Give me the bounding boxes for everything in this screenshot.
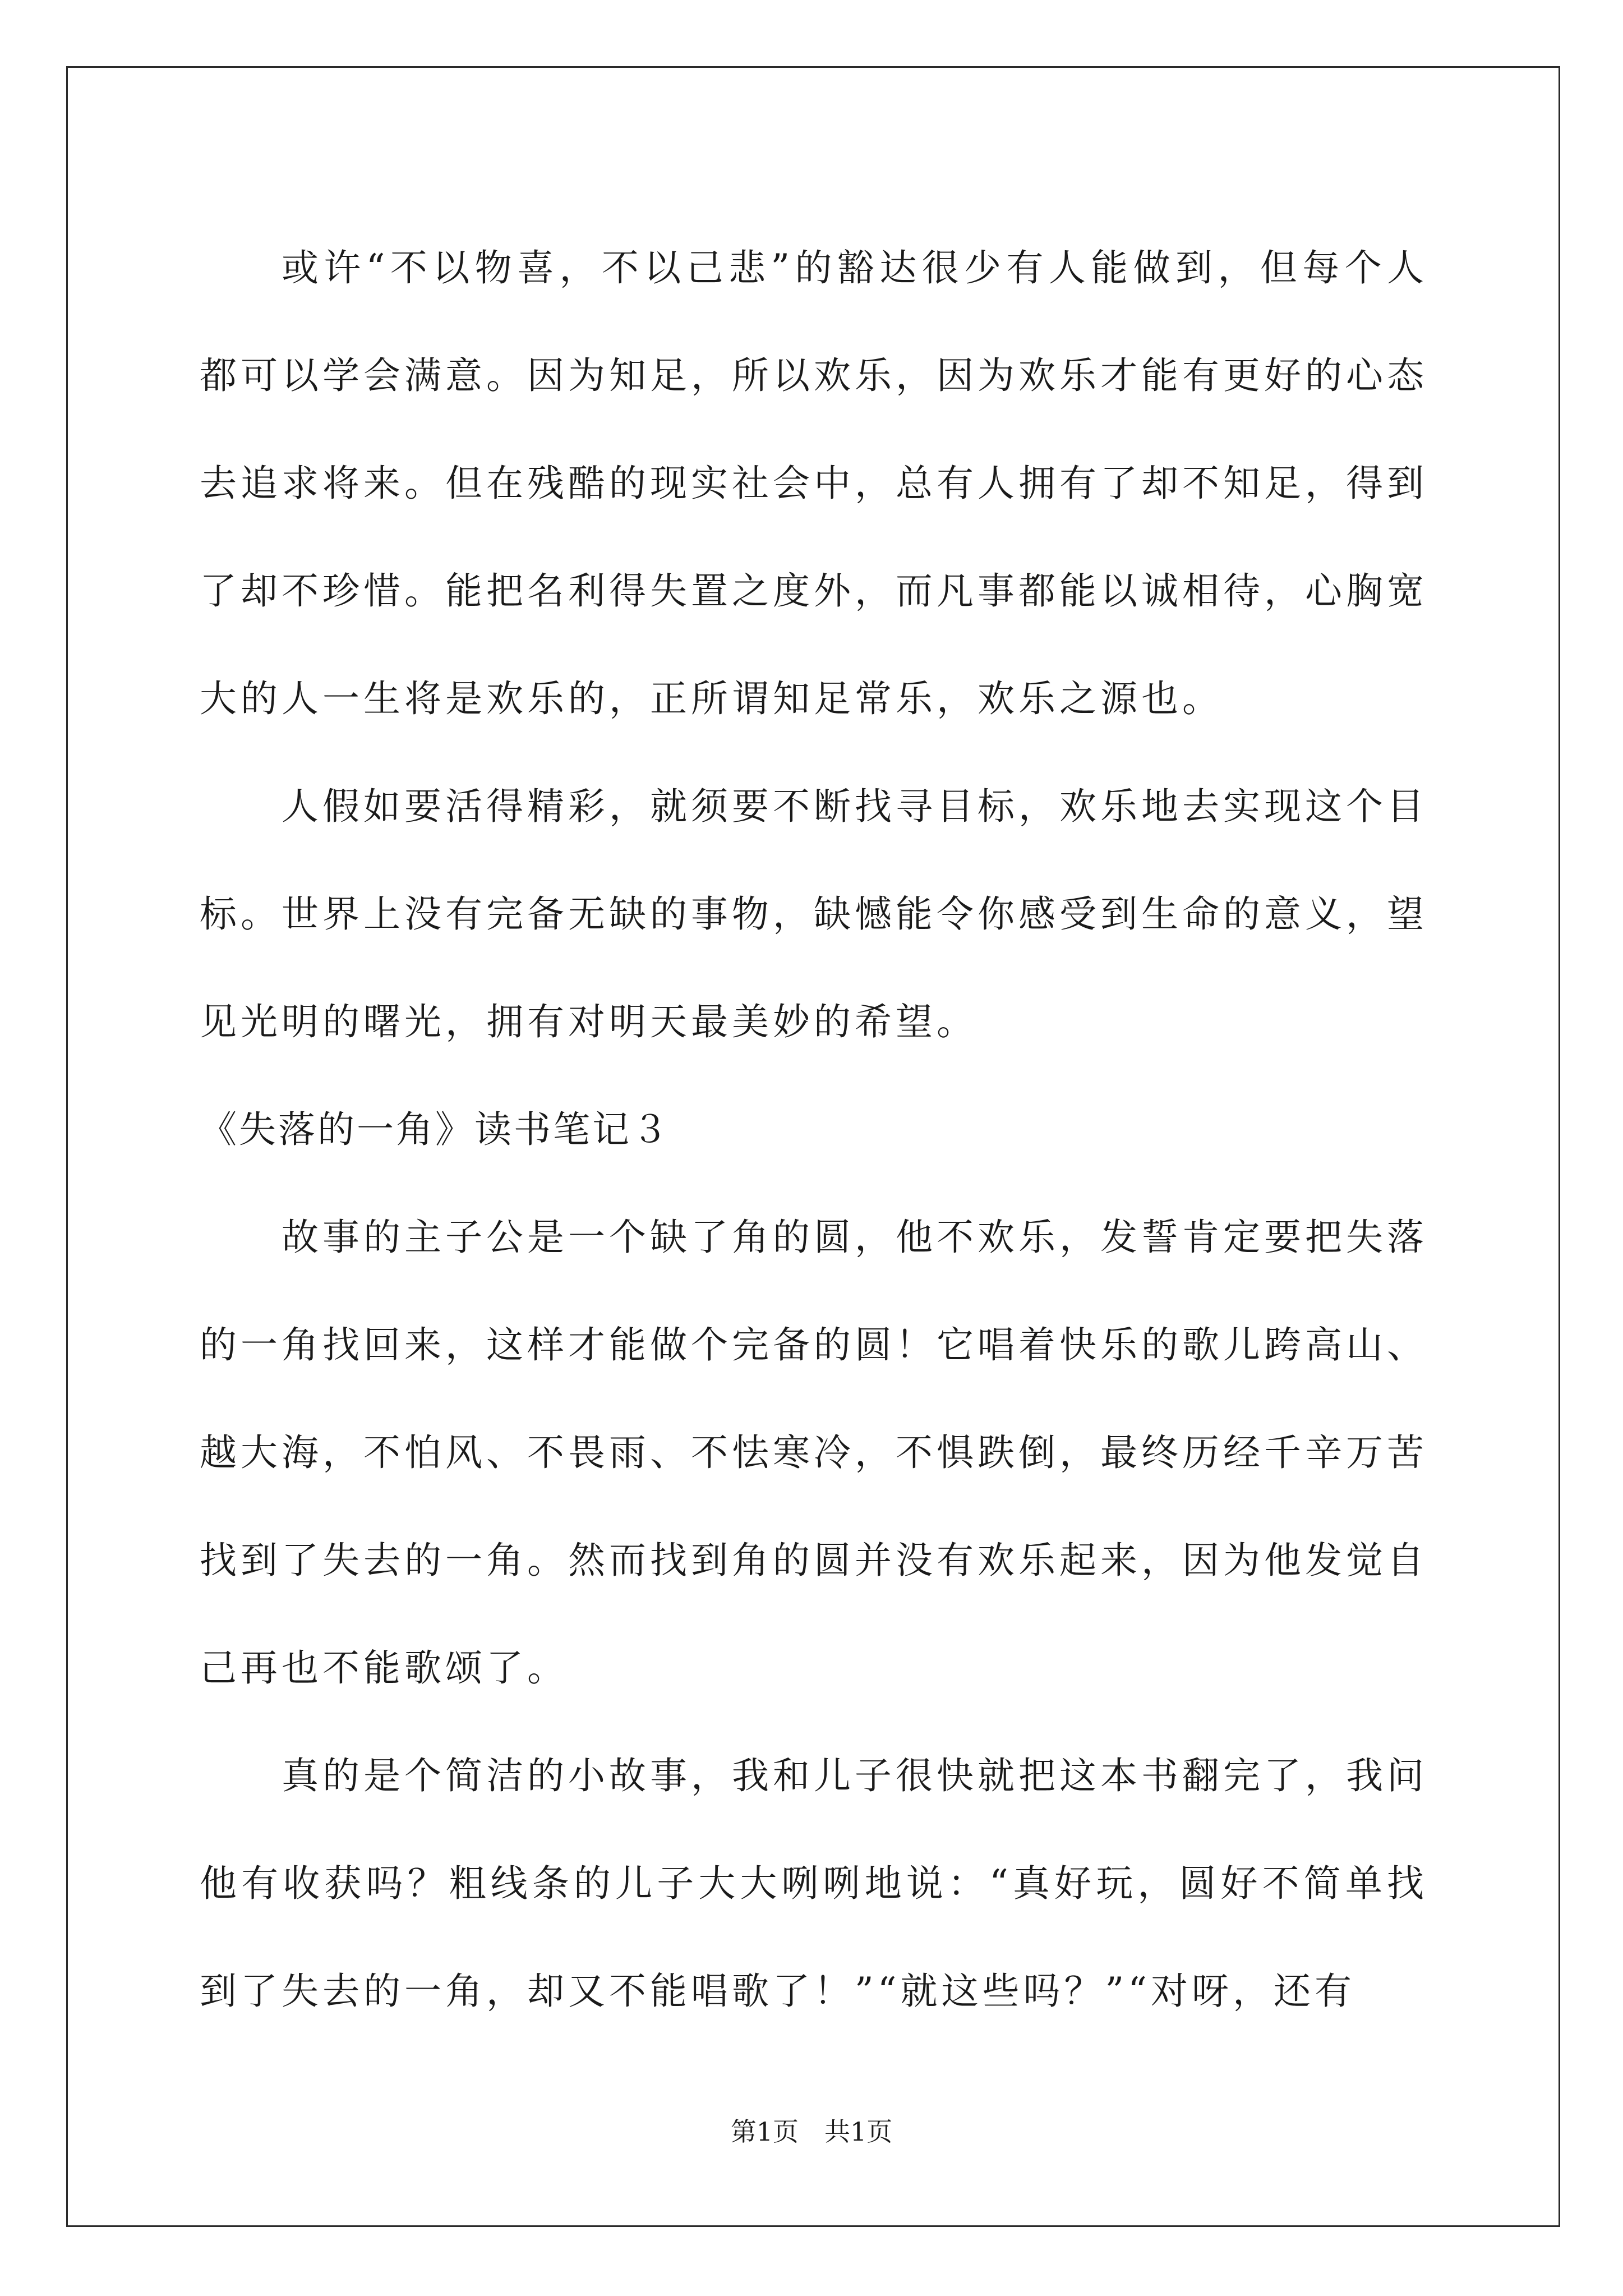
page-number-total: 共1页	[824, 2116, 893, 2147]
paragraph-1: 或许“不以物喜，不以己悲”的豁达很少有人能做到，但每个人都可以学会满意。因为知足，所以欢乐，因为欢乐才能有更好的心态去追求将来。但在残酷的现实社会中，总有人拥有了却不知足，得到了却不珍惜。能把名利得失置之度外，而凡事都能以诚相待，心胸宽大的人一生将是欢乐的，正所谓知足常乐，欢乐之源也。	[200, 246, 1428, 720]
page-footer	[0, 2115, 1623, 2148]
paragraph-2: 人假如要活得精彩，就须要不断找寻目标，欢乐地去实现这个目标。世界上没有完备无缺的事物，缺憾能令你感受到生命的意义，望见光明的曙光，拥有对明天最美妙的希望。	[200, 785, 1428, 1043]
document-body	[200, 214, 1428, 2045]
page-number-current: 第1页	[730, 2116, 799, 2147]
paragraph-3: 故事的主子公是一个缺了角的圆，他不欢乐，发誓肯定要把失落的一角找回来，这样才能做个完备的圆！它唱着快乐的歌儿跨高山、越大海，不怕风、不畏雨、不怯寒冷，不惧跌倒，最终历经千辛万苦找到了失去的一角。然而找到角的圆并没有欢乐起来，因为他发觉自己再也不能歌颂了。	[200, 1216, 1428, 1690]
paragraph-4: 真的是个简洁的小故事，我和儿子很快就把这本书翻完了，我问他有收获吗？粗线条的儿子大大咧咧地说：“真好玩，圆好不简单找到了失去的一角，却又不能唱歌了！”“就这些吗？”“对呀，还有	[200, 1754, 1428, 2013]
section-heading: 《失落的一角》读书笔记３	[200, 1108, 671, 1151]
